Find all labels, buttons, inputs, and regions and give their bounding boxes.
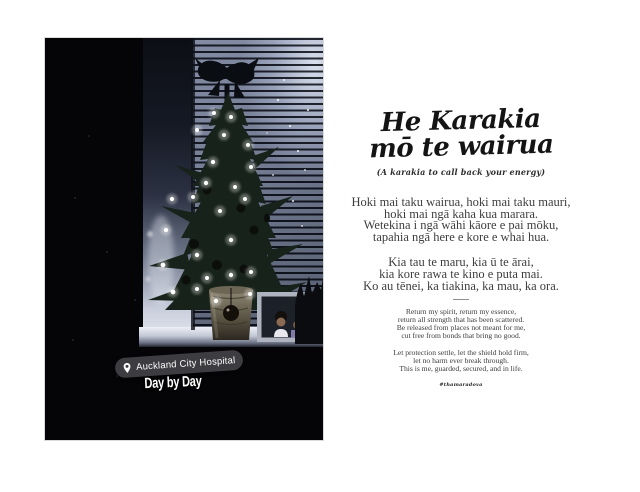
poem-line: This is me, guarded, secured, and in life. <box>399 364 523 374</box>
stanza-divider <box>453 299 469 300</box>
poem-line: cut free from bonds that bring no good. <box>401 331 521 341</box>
location-pin-icon <box>123 362 132 374</box>
english-stanza-1 <box>336 308 586 340</box>
poem-line: Be released from places not meant for me, <box>396 323 526 333</box>
story-caption: Day by Day <box>144 372 202 392</box>
story-photo <box>45 38 323 440</box>
location-label: Auckland City Hospital <box>135 354 236 373</box>
poem-line: Hoki mai taku wairua, hoki mai taku mauri, <box>351 195 571 209</box>
poem-line: kia kore rawa te kino e puta mai. <box>379 266 543 281</box>
poem-line: return all strength that has been scattered. <box>397 315 525 325</box>
poem-line: Let protection settle, let the shield hold firm, <box>393 348 529 358</box>
maori-stanza-1 <box>336 197 586 243</box>
karakia-subtitle: (A karakia to call back your energy) <box>376 167 546 177</box>
poem-line: Kia tau te maru, kia ū te ārai, <box>388 255 534 270</box>
maori-stanza-2 <box>336 257 586 292</box>
poem-line: Wetekina i ngā wāhi kāore e pai mōku, <box>363 218 559 233</box>
poem-line: Ko au tēnei, ka tiakina, ka mau, ka ora. <box>363 278 559 293</box>
dust-specks <box>72 135 136 377</box>
poem-line: hoki mai ngā kaha kua marara. <box>383 206 539 221</box>
poem-line: Return my spirit, return my essence, <box>405 307 517 317</box>
poem-line: tapahia ngā here e kore e whai hua. <box>372 229 550 244</box>
karakia-title-line1: He Karakia <box>380 103 541 139</box>
karakia-title <box>335 105 586 164</box>
hashtag-watermark: #thamaradova <box>439 382 483 389</box>
english-stanza-2 <box>336 349 586 373</box>
karakia-text-panel <box>336 103 586 389</box>
karakia-title-line2: mō te wairua <box>368 129 554 165</box>
poem-line: let no harm ever break through. <box>413 356 509 366</box>
